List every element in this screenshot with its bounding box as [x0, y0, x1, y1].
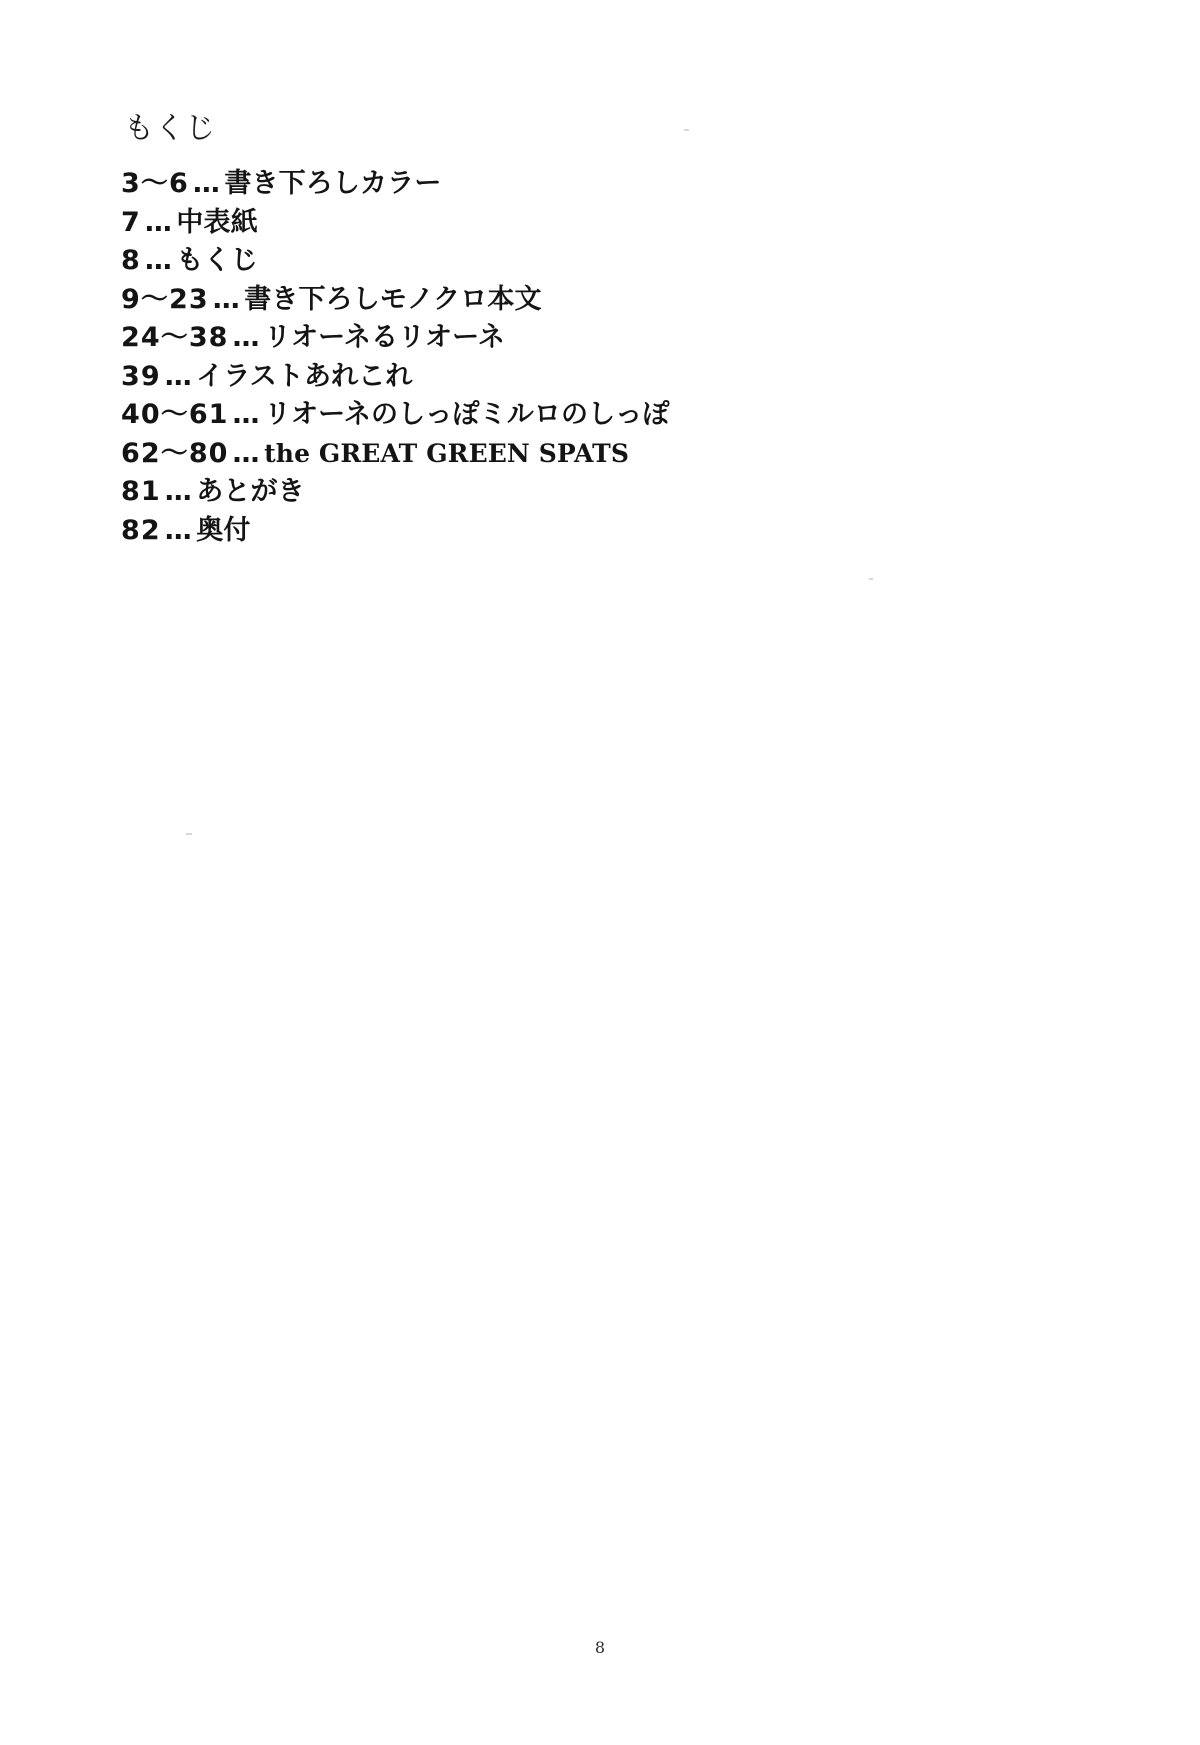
toc-pages: 8 — [121, 245, 141, 276]
list-item — [121, 358, 1021, 397]
list-item — [121, 319, 1021, 358]
toc-pages: 9〜23 — [121, 283, 209, 315]
toc-separator: … — [164, 360, 193, 392]
page-title: もくじ — [124, 111, 216, 146]
toc-title: あとがき — [196, 476, 305, 507]
toc-pages: 24〜38 — [121, 322, 229, 353]
toc-separator: … — [232, 322, 261, 353]
toc-separator: … — [232, 437, 261, 469]
toc-pages: 62〜80 — [121, 437, 229, 469]
toc-title: 奥付 — [196, 514, 251, 546]
toc-pages: 7 — [121, 206, 141, 238]
list-item — [121, 396, 1021, 435]
toc-separator: … — [164, 514, 193, 546]
paper-speck — [186, 833, 192, 835]
list-item — [121, 512, 1021, 551]
list-item — [121, 473, 1021, 512]
toc-title: 書き下ろしモノクロ本文 — [244, 283, 542, 315]
toc-separator: … — [192, 168, 221, 199]
toc-separator: … — [144, 206, 173, 238]
toc-title: 書き下ろしカラー — [224, 168, 442, 199]
table-of-contents — [121, 165, 1021, 550]
list-item — [121, 435, 1021, 474]
list-item — [121, 165, 1021, 204]
toc-pages: 81 — [121, 476, 161, 507]
toc-title: リオーネのしっぽミルロのしっぽ — [264, 399, 670, 430]
list-item — [121, 281, 1021, 320]
paper-speck — [869, 578, 873, 580]
list-item — [121, 242, 1021, 281]
toc-pages: 82 — [121, 514, 161, 546]
toc-separator: … — [212, 283, 241, 315]
toc-separator: … — [164, 476, 193, 507]
page-number: 8 — [594, 1638, 606, 1657]
toc-pages: 3〜6 — [121, 168, 189, 199]
list-item — [121, 204, 1021, 243]
toc-pages: 40〜61 — [121, 399, 229, 430]
toc-title: もくじ — [176, 245, 258, 276]
toc-separator: … — [144, 245, 173, 276]
toc-title: イラストあれこれ — [196, 360, 413, 392]
toc-title: リオーネるリオーネ — [264, 322, 506, 353]
toc-pages: 39 — [121, 360, 161, 392]
toc-title: the GREAT GREEN SPATS — [264, 438, 630, 468]
paper-speck — [684, 129, 689, 131]
toc-title: 中表紙 — [176, 206, 258, 238]
toc-separator: … — [232, 399, 261, 430]
